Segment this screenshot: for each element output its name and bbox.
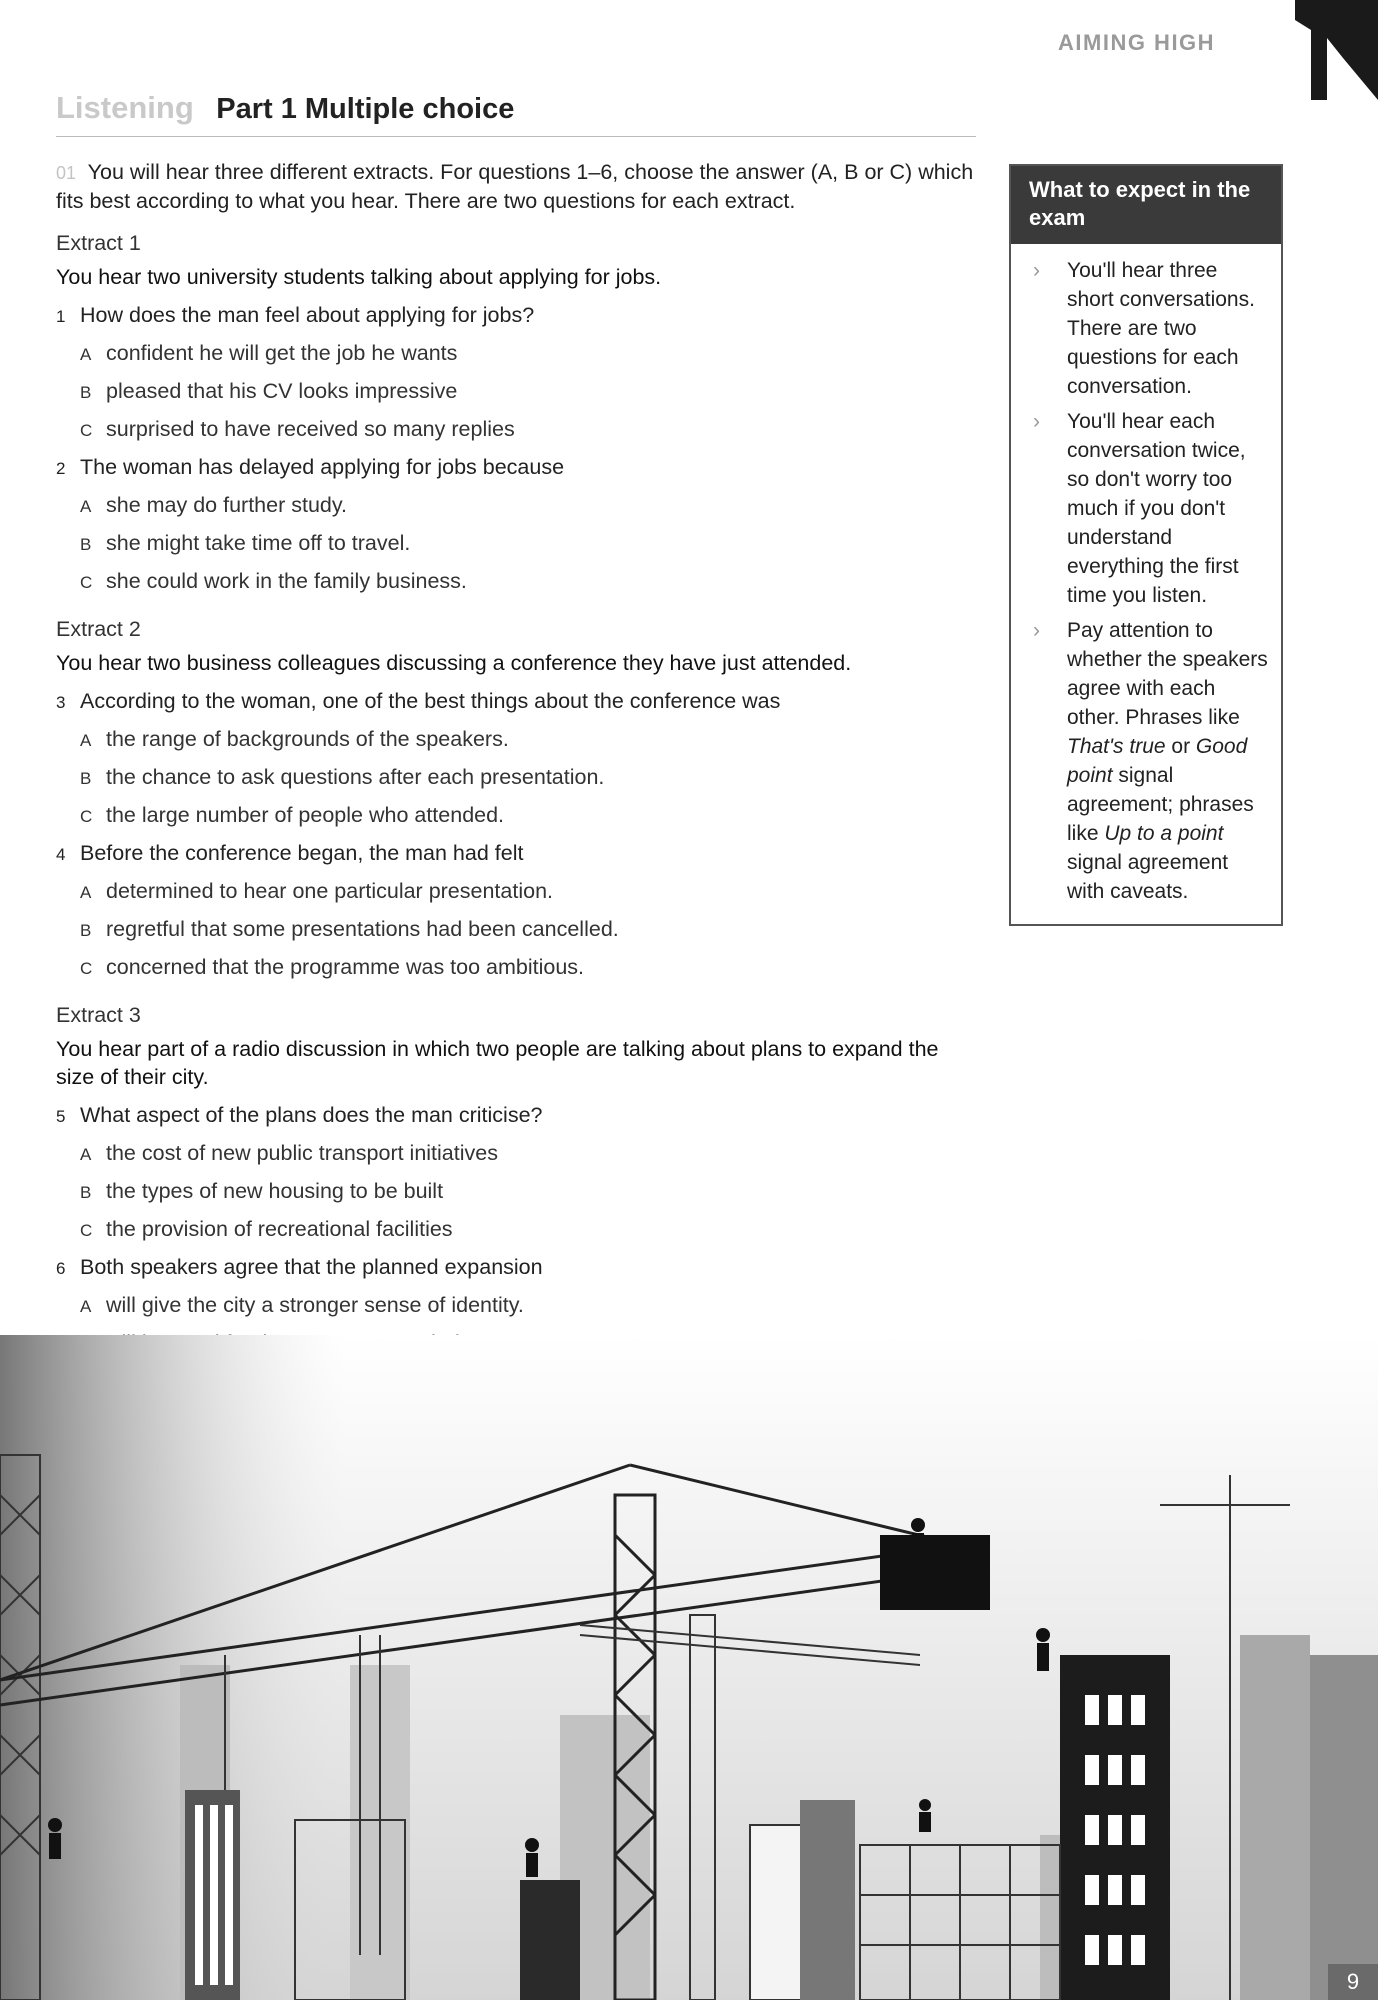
chevron-right-icon: ›	[1033, 410, 1040, 433]
option-text: the types of new housing to be built	[106, 1179, 444, 1203]
answer-option[interactable]	[80, 415, 976, 445]
option-letter: C	[80, 1221, 93, 1240]
question-text: Both speakers agree that the planned expansion	[80, 1255, 543, 1279]
audio-track-icon[interactable]: 01	[56, 163, 77, 183]
extract	[56, 615, 976, 983]
question-text: How does the man feel about applying for jobs?	[80, 303, 535, 327]
answer-option[interactable]	[80, 877, 976, 907]
option-letter: B	[80, 921, 92, 940]
option-text: surprised to have received so many replies	[106, 417, 515, 441]
option-text: regretful that some presentations had been cancelled.	[106, 917, 619, 941]
phrase-example: Up to a point	[1104, 822, 1224, 845]
page-number: 9	[1328, 1964, 1378, 2000]
extract-title: Extract 1	[56, 231, 141, 255]
answer-option[interactable]	[80, 1177, 976, 1207]
question-number: 2	[56, 459, 66, 478]
option-text: she might take time off to travel.	[106, 531, 411, 555]
instruction-text: You will hear three different extracts. For questions 1–6, choose the answer (A, B or C) which fits best according to what you hear. There are two questions for each extract.	[56, 160, 974, 213]
extract	[56, 229, 976, 597]
extract-title: Extract 2	[56, 617, 141, 641]
tip-item	[1027, 407, 1269, 610]
answer-option[interactable]	[80, 1139, 976, 1169]
answer-option[interactable]	[80, 529, 976, 559]
answer-option[interactable]	[80, 725, 976, 755]
instruction	[56, 158, 976, 215]
header-label: AIMING HIGH	[1058, 30, 1216, 55]
skill-label: Listening	[56, 90, 194, 125]
construction-site-illustration	[0, 1335, 1378, 2000]
option-text: the cost of new public transport initiatives	[106, 1141, 498, 1165]
option-text: the range of backgrounds of the speakers.	[106, 727, 509, 751]
question	[56, 1253, 976, 1283]
chevron-right-icon: ›	[1033, 619, 1040, 642]
option-text: determined to hear one particular presentation.	[106, 879, 553, 903]
question-number: 4	[56, 845, 66, 864]
extract-intro: You hear part of a radio discussion in which two people are talking about plans to expand the size of their city.	[56, 1037, 939, 1089]
section-heading	[56, 90, 976, 137]
option-letter: C	[80, 573, 93, 592]
question-text: According to the woman, one of the best things about the conference was	[80, 689, 781, 713]
option-text: pleased that his CV looks impressive	[106, 379, 458, 403]
option-text: the provision of recreational facilities	[106, 1217, 453, 1241]
exercise	[56, 158, 976, 1415]
option-letter: A	[80, 1297, 92, 1316]
tip-list	[1011, 244, 1281, 924]
question	[56, 839, 976, 869]
question-number: 5	[56, 1107, 66, 1126]
question-text: Before the conference began, the man had felt	[80, 841, 524, 865]
option-text: will give the city a stronger sense of identity.	[106, 1293, 524, 1317]
option-letter: A	[80, 497, 92, 516]
answer-option[interactable]	[80, 339, 976, 369]
extract-intro: You hear two university students talking about applying for jobs.	[56, 265, 662, 289]
option-text: confident he will get the job he wants	[106, 341, 458, 365]
unit-number: 1	[1343, 40, 1344, 41]
answer-option[interactable]	[80, 377, 976, 407]
unit-number-badge	[1283, 0, 1378, 100]
chevron-right-icon: ›	[1033, 259, 1040, 282]
option-letter: A	[80, 1145, 92, 1164]
answer-option[interactable]	[80, 801, 976, 831]
option-letter: B	[80, 1183, 92, 1202]
answer-option[interactable]	[80, 1291, 976, 1321]
phrase-example: That's true	[1067, 735, 1166, 758]
question-number: 1	[56, 307, 66, 326]
answer-option[interactable]	[80, 567, 976, 597]
option-text: she may do further study.	[106, 493, 347, 517]
question-text: The woman has delayed applying for jobs because	[80, 455, 565, 479]
question	[56, 1101, 976, 1131]
option-letter: C	[80, 959, 93, 978]
option-letter: A	[80, 883, 92, 902]
extract-title: Extract 3	[56, 1003, 141, 1027]
answer-option[interactable]	[80, 491, 976, 521]
answer-option[interactable]	[80, 953, 976, 983]
question-number: 6	[56, 1259, 66, 1278]
answer-option[interactable]	[80, 915, 976, 945]
exam-tip-box	[1009, 164, 1283, 926]
option-letter: C	[80, 421, 93, 440]
phrase-example: Good point	[1067, 735, 1248, 787]
question	[56, 453, 976, 483]
tip-text: You'll hear three short conversations. There are two questions for each conversation.	[1067, 259, 1255, 398]
option-text: she could work in the family business.	[106, 569, 467, 593]
question	[56, 687, 976, 717]
option-letter: B	[80, 383, 92, 402]
option-letter: A	[80, 345, 92, 364]
extract-intro: You hear two business colleagues discussing a conference they have just attended.	[56, 651, 852, 675]
answer-option[interactable]	[80, 1215, 976, 1245]
question-text: What aspect of the plans does the man criticise?	[80, 1103, 543, 1127]
option-letter: A	[80, 731, 92, 750]
extracts-list	[56, 229, 976, 1397]
answer-option[interactable]	[80, 763, 976, 793]
tip-text: You'll hear each conversation twice, so don't worry too much if you don't understand everything the first time you listen.	[1067, 410, 1246, 607]
option-letter: C	[80, 807, 93, 826]
option-letter: B	[80, 535, 92, 554]
option-text: concerned that the programme was too ambitious.	[106, 955, 585, 979]
option-text: the chance to ask questions after each presentation.	[106, 765, 605, 789]
tip-item	[1027, 256, 1269, 401]
part-title: Part 1 Multiple choice	[216, 93, 515, 125]
option-text: the large number of people who attended.	[106, 803, 505, 827]
question-number: 3	[56, 693, 66, 712]
tip-text: Pay attention to whether the speakers agree with each other. Phrases like That's true or Good point signal agreement; phrases like Up to a point signal agreement with caveats.	[1067, 619, 1268, 903]
question	[56, 301, 976, 331]
tip-item	[1027, 616, 1269, 906]
option-letter: B	[80, 769, 92, 788]
tip-box-title: What to expect in the exam	[1011, 166, 1281, 244]
